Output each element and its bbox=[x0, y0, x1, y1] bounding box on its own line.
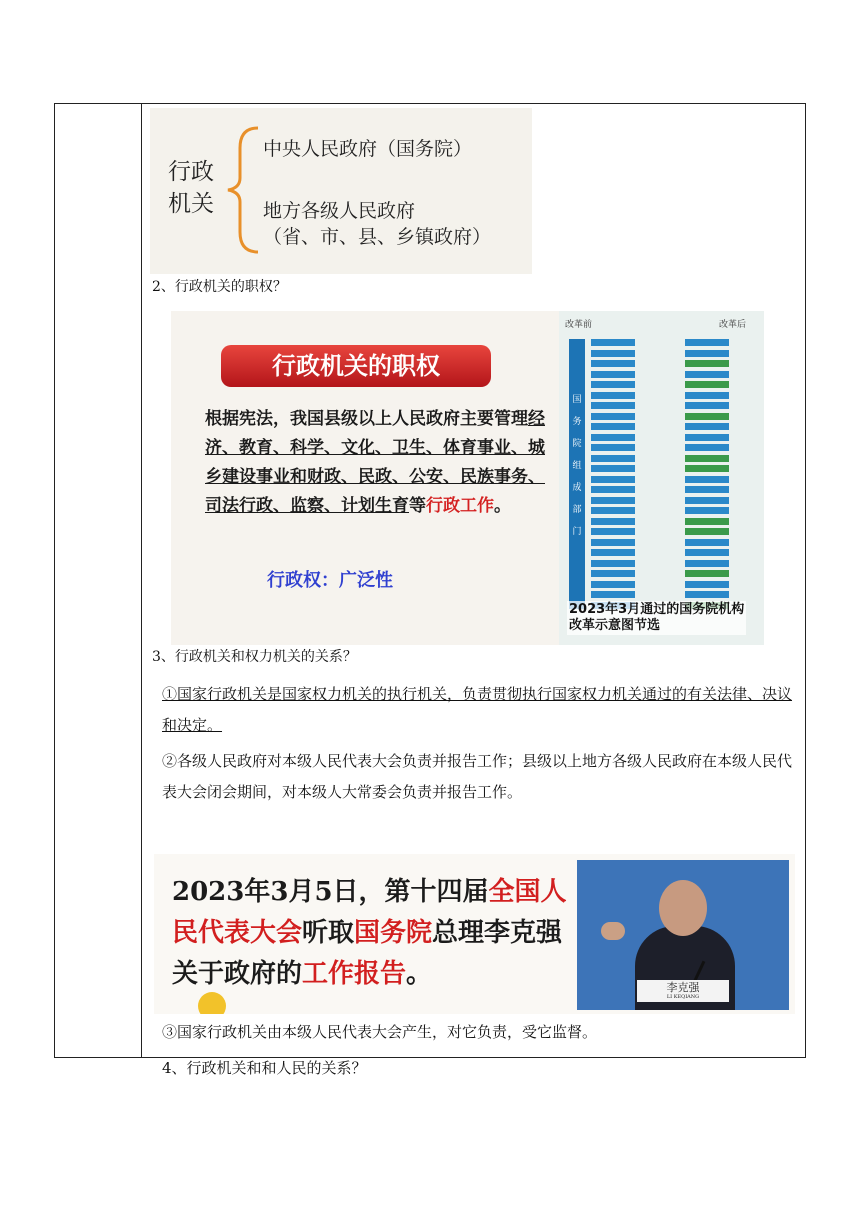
department-box-after bbox=[685, 339, 729, 346]
face-shape bbox=[659, 880, 707, 936]
department-box-after bbox=[685, 570, 729, 577]
department-box-after bbox=[685, 497, 729, 504]
department-box-before bbox=[591, 455, 635, 462]
reform-chart-caption: 2023年3月通过的国务院机构 改革示意图节选 bbox=[569, 602, 745, 633]
question-4: 4、行政机关和和人民的关系？ bbox=[162, 1059, 367, 1077]
powers-title-banner: 行政机关的职权 bbox=[221, 345, 491, 387]
department-box-before bbox=[591, 402, 635, 409]
department-box-before bbox=[591, 381, 635, 388]
department-box-before bbox=[591, 539, 635, 546]
npc-report-image bbox=[154, 854, 795, 1014]
after-label: 改革后 bbox=[719, 320, 747, 330]
department-box-before bbox=[591, 549, 635, 556]
hand-shape bbox=[601, 922, 625, 940]
department-box-before bbox=[591, 497, 635, 504]
reform-chart-image bbox=[559, 311, 764, 645]
brace-icon bbox=[222, 124, 262, 256]
powers-body-text: 根据宪法，我国县级以上人民政府主要管理经济、教育、科学、文化、卫生、体育事业、城乡建设事业和财政、民政、公安、民族事务、司法行政、监察、计划生育等行政工作。 bbox=[205, 409, 545, 516]
department-box-after bbox=[685, 455, 729, 462]
department-box-after bbox=[685, 528, 729, 535]
before-label: 改革前 bbox=[565, 320, 593, 330]
department-box-before bbox=[591, 350, 635, 357]
department-box-before bbox=[591, 339, 635, 346]
department-box-before bbox=[591, 465, 635, 472]
department-box-after bbox=[685, 350, 729, 357]
department-box-after bbox=[685, 402, 729, 409]
department-box-after bbox=[685, 518, 729, 525]
department-box-before bbox=[591, 413, 635, 420]
department-box-after bbox=[685, 465, 729, 472]
department-box-after bbox=[685, 476, 729, 483]
admin-organs-diagram-image bbox=[150, 108, 532, 274]
department-box-before bbox=[591, 581, 635, 588]
executive-power-text: 行政权：广泛性 bbox=[267, 570, 393, 591]
department-box-after bbox=[685, 486, 729, 493]
local-government-detail: （省、市、县、乡镇政府） bbox=[263, 226, 492, 248]
department-box-before bbox=[591, 476, 635, 483]
npc-report-text: 2023年3月5日，第十四届全国人民代表大会听取国务院总理李克强关于政府的工作报告。 bbox=[172, 877, 567, 989]
question-2: 2、行政机关的职权？ bbox=[152, 279, 287, 295]
local-government-text: 地方各级人民政府 bbox=[263, 200, 416, 222]
department-box-after bbox=[685, 423, 729, 430]
department-box-after bbox=[685, 581, 729, 588]
department-box-before bbox=[591, 392, 635, 399]
relationship-point-3: ③国家行政机关由本级人民代表大会产生，对它负责，受它监督。 bbox=[162, 1023, 598, 1041]
department-box-after bbox=[685, 413, 729, 420]
vertical-label: 国务院组成部门 bbox=[572, 395, 582, 537]
department-box-after bbox=[685, 591, 729, 598]
column-divider bbox=[141, 104, 142, 1057]
content-table bbox=[54, 103, 806, 1077]
department-box-before bbox=[591, 434, 635, 441]
department-box-before bbox=[591, 371, 635, 378]
relationship-point-1: ①国家行政机关是国家权力机关的执行机关，负责贯彻执行国家权力机关通过的有关法律、决议和决定。 bbox=[162, 685, 793, 734]
department-box-after bbox=[685, 434, 729, 441]
department-box-after bbox=[685, 392, 729, 399]
department-box-after bbox=[685, 507, 729, 514]
relationship-point-2: ②各级人民政府对本级人民代表大会负责并报告工作；县级以上地方各级人民政府在本级人民代表大会闭会期间，对本级人大常委会负责并报告工作。 bbox=[162, 752, 793, 801]
department-box-after bbox=[685, 549, 729, 556]
nameplate: 李克强 LI KEQIANG bbox=[637, 980, 729, 1002]
question-3: 3、行政机关和权力机关的关系？ bbox=[152, 649, 357, 665]
diagram-label: 行政 机关 bbox=[168, 159, 214, 217]
department-box-after bbox=[685, 371, 729, 378]
department-box-after bbox=[685, 539, 729, 546]
department-box-after bbox=[685, 444, 729, 451]
department-box-after bbox=[685, 381, 729, 388]
department-box-before bbox=[591, 444, 635, 451]
central-government-text: 中央人民政府（国务院） bbox=[263, 138, 473, 160]
decorative-dot-icon bbox=[198, 992, 226, 1014]
department-box-before bbox=[591, 507, 635, 514]
department-box-after bbox=[685, 360, 729, 367]
department-box-before bbox=[591, 570, 635, 577]
department-box-before bbox=[591, 591, 635, 598]
premier-photo bbox=[577, 860, 789, 1010]
state-council-departments-column bbox=[569, 339, 585, 609]
admin-powers-image bbox=[171, 311, 764, 645]
department-box-after bbox=[685, 560, 729, 567]
department-box-before bbox=[591, 560, 635, 567]
content-cell bbox=[144, 104, 805, 1077]
department-box-before bbox=[591, 423, 635, 430]
department-box-before bbox=[591, 528, 635, 535]
department-box-before bbox=[591, 360, 635, 367]
department-box-before bbox=[591, 518, 635, 525]
department-box-before bbox=[591, 486, 635, 493]
